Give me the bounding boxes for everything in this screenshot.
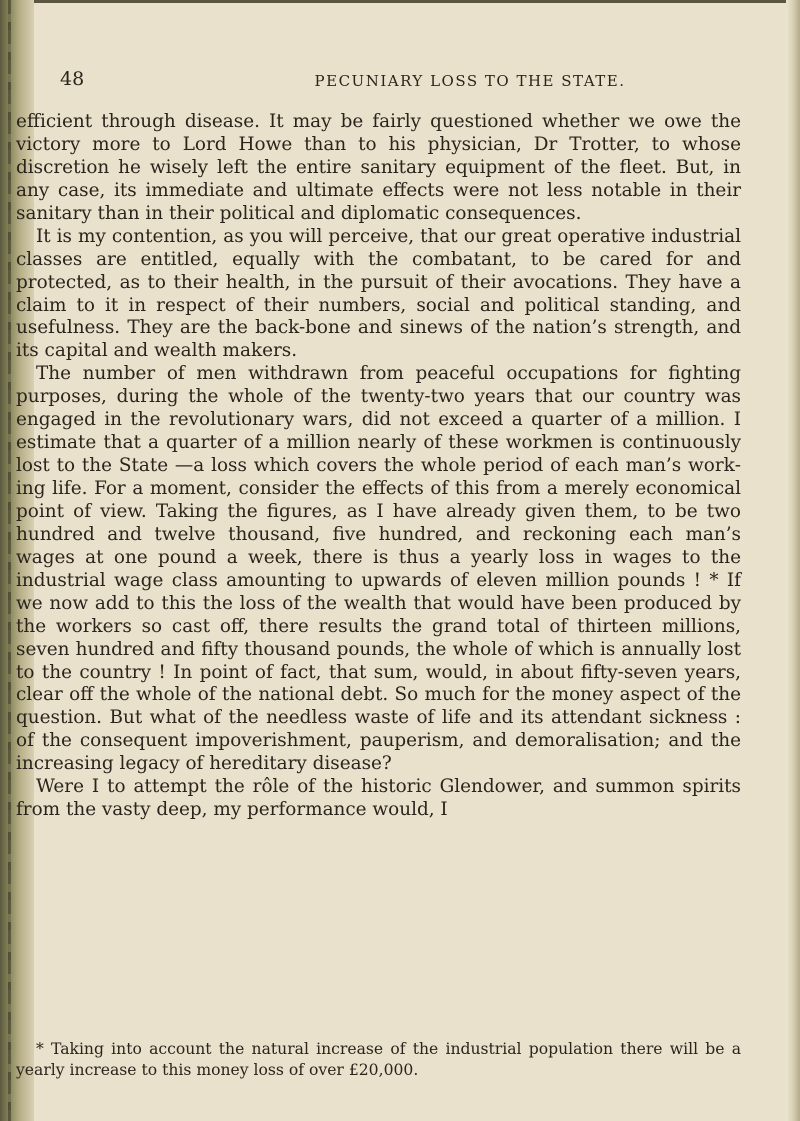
page-number: 48 bbox=[60, 68, 85, 90]
paragraph: efficient through disease. It may be fairly questioned whether we owe the victory more to Lord Howe than to his physician, Dr Trotter, to whose discretion he wisely left the entire sanitary equipment of the fleet. But, in any case, its immediate and ultimate effects were not less notable in their sanitary than in their political and diplomatic consequences. bbox=[16, 111, 741, 224]
page-right-edge bbox=[786, 0, 800, 1121]
paragraph: It is my contention, as you will perceive, that our great operative industrial classes are entitled, equally with the combatant, to be cared for and protected, as to their health, in the pursuit of their avocations. They have a claim to it in respect of their numbers, social and political standing, and usefulness. They are the back-bone and sinews of the nation’s strength, and its capital and wealth makers. bbox=[16, 225, 741, 362]
body-text bbox=[16, 111, 741, 822]
footnote bbox=[16, 1039, 741, 1081]
paragraph: Were I to attempt the rôle of the historic Glendower, and summon spirits from the vasty deep, my performance would, I bbox=[16, 776, 741, 821]
page-header bbox=[52, 62, 778, 90]
footnote-text: * Taking into account the natural increase of the industrial population there will be a yearly increase to this money loss of over £20,000. bbox=[16, 1040, 741, 1079]
paragraph: The number of men withdrawn from peaceful occupations for fighting purposes, during the whole of the twenty-two years that our country was engaged in the revolutionary wars, did not exceed a quarter of a million. I estimate that a quarter of a million nearly of these workmen is continuously lost to the State —a loss which covers the whole period of each man’s working life. For a moment, consider the effects of this from a merely economical point of view. Taking the figures, as I have already given them, to be two hundred and twelve thousand, five hundred, and reckoning each man’s wages at one pound a week, there is thus a yearly loss in wages to the industrial wage class amounting to upwards of eleven million pounds ! * If we now add to this the loss of the wealth that would have been produced by the workers so cast off, there results the grand total of thirteen millions, seven hundred and fifty thousand pounds, the whole of which is annually lost to the country ! In point of fact, that sum, would, in about fifty-seven years, clear off the whole of the national debt. So much for the money aspect of the question. But what of the needless waste of life and its attendant sickness : of the consequent impoverishment, pauperism, and demoralisation; and the increasing legacy of hereditary disease? bbox=[16, 363, 741, 775]
page-top-edge bbox=[34, 0, 800, 3]
book-page bbox=[52, 62, 778, 90]
running-head: PECUNIARY LOSS TO THE STATE. bbox=[314, 72, 626, 90]
